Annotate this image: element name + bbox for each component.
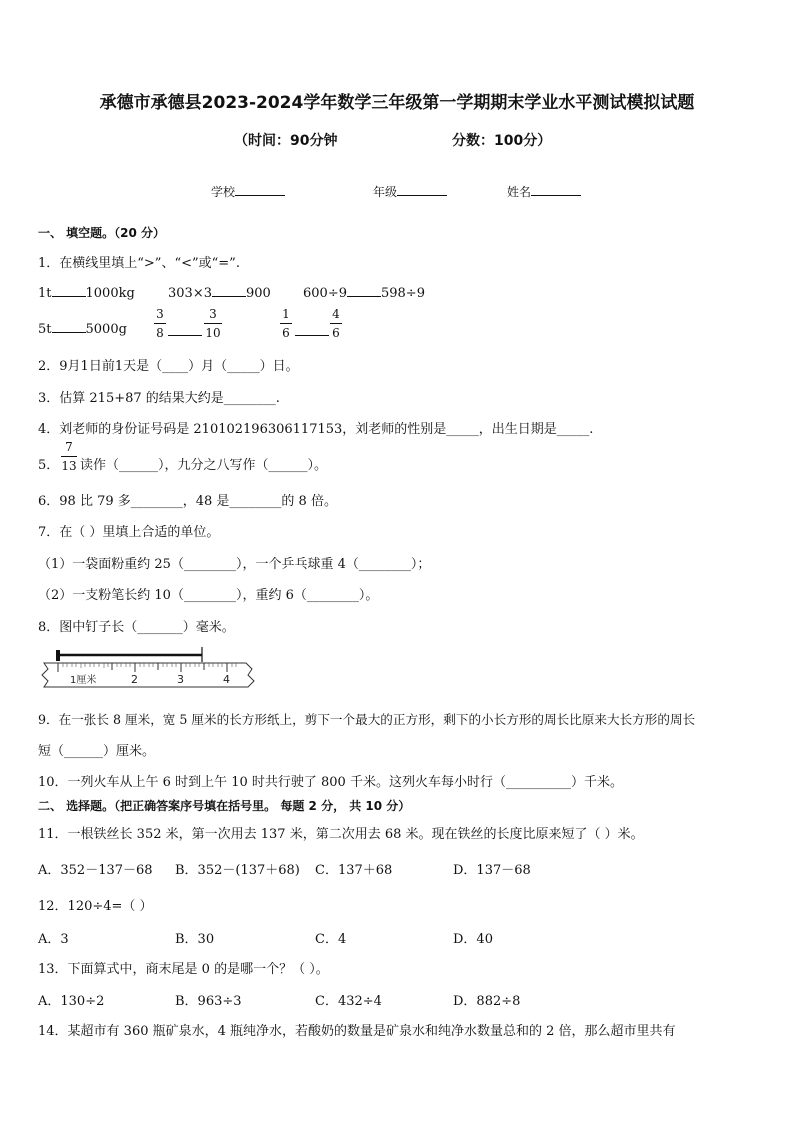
q1-c-right: 598÷9 [380,286,425,301]
page-title: 承德市承德县2023-2024学年数学三年级第一学期期末学业水平测试模拟试题 [99,93,695,113]
q1-item-b [168,283,271,301]
fraction-3-8: 3 8 [154,307,166,340]
school-field[interactable] [211,182,285,200]
q13-option-b[interactable]: B．963÷3 [175,994,242,1009]
q1-d-right: 5000g [85,322,127,337]
q1-d-left: 5t [38,322,52,337]
exam-time: （时间：90分钟 [234,133,338,149]
question-13: 13．下面算式中，商末尾是 0 的是哪一个？（ ）。 [38,962,329,977]
q1-item-d [38,319,127,337]
q1-a-right: 1000kg [85,286,135,301]
nail [56,647,202,662]
section2-title: 二、 选择题。（把正确答案序号填在括号里。 每题 2 分， 共 10 分） [38,799,411,813]
q11-option-b[interactable]: B．352－(137＋68) [175,863,300,878]
question-8: 8．图中钉子长（_______）毫米。 [38,620,235,635]
question-4: 4．刘老师的身份证号码是 210102196306117153，刘老师的性别是_____，出生日期是_____. [38,422,594,437]
question-5: 读作（______），九分之八写作（______）。 [80,458,328,473]
q12-option-a[interactable]: A．3 [38,932,69,947]
question-7-1: （1）一袋面粉重约 25（________），一个乒乓球重 4（________）； [38,557,431,572]
q1-e-blank[interactable] [168,322,202,336]
question-12: 12．120÷4=（ ） [38,899,153,914]
q11-option-c[interactable]: C．137＋68 [315,863,393,878]
name-label: 姓名 [507,185,532,199]
fraction-3-10: 3 10 [205,307,221,340]
question-7-2: （2）一支粉笔长约 10（________），重约 6（________）。 [38,588,379,603]
q5-prefix: 5． [38,458,60,473]
q13-option-c[interactable]: C．432÷4 [315,994,382,1009]
q1-b-right: 900 [245,286,271,301]
section1-title: 一、 填空题。（20 分） [38,226,166,240]
fraction-1-6: 1 6 [280,307,292,340]
ruler-label-1: 1厘米 [70,675,97,686]
question-3: 3．估算 215+87 的结果大约是________. [38,391,280,406]
question-2: 2．9月1日前1天是（____）月（_____）日。 [38,359,299,374]
q1-c-left: 600÷9 [303,286,347,301]
ruler-figure [40,645,260,693]
q1-item-a [38,283,135,301]
q11-option-a[interactable]: A．352－137－68 [38,863,153,878]
school-label: 学校 [211,185,236,199]
grade-field[interactable] [373,182,447,200]
question-11: 11．一根铁丝长 352 米，第一次用去 137 米，第二次用去 68 米。现在铁丝的长度比原来短了（ ）米。 [38,827,644,842]
question-10: 10．一列火车从上午 6 时到上午 10 时共行驶了 800 千米。这列火车每小时行（__________）千米。 [38,775,623,790]
q13-option-a[interactable]: A．130÷2 [38,994,105,1009]
ruler-label-4: 4 [223,673,230,686]
ruler-label-2: 2 [131,673,138,686]
q1-b-left: 303×3 [168,286,212,301]
fraction-7-13: 7 13 [61,440,77,473]
q12-option-d[interactable]: D．40 [453,932,493,947]
question-14: 14．某超市有 360 瓶矿泉水，4 瓶纯净水，若酸奶的数量是矿泉水和纯净水数量总和的 2 倍，那么超市里共有 [38,1024,676,1039]
question-1: 1．在横线里填上“>”、“<”或“=”. [38,256,240,271]
q1-a-left: 1t [38,286,52,301]
ruler-label-3: 3 [177,673,184,686]
fraction-4-6: 4 6 [330,307,342,340]
q1-f-blank[interactable] [295,322,329,336]
q12-option-c[interactable]: C．4 [315,932,347,947]
q1-item-c [303,283,425,301]
q12-option-b[interactable]: B．30 [175,932,215,947]
question-6: 6．98 比 79 多________，48 是________的 8 倍。 [38,494,337,509]
exam-score: 分数：100分） [452,133,552,149]
question-9-line1: 9．在一张长 8 厘米，宽 5 厘米的长方形纸上，剪下一个最大的正方形，剩下的小长方形的周长比原来大长方形的周长 [38,712,696,727]
name-field[interactable] [507,182,581,200]
question-7: 7．在（ ）里填上合适的单位。 [38,525,220,540]
q11-option-d[interactable]: D．137－68 [453,863,531,878]
grade-label: 年级 [373,185,398,199]
question-9-line2: 短（______）厘米。 [38,744,156,759]
q13-option-d[interactable]: D．882÷8 [453,994,521,1009]
